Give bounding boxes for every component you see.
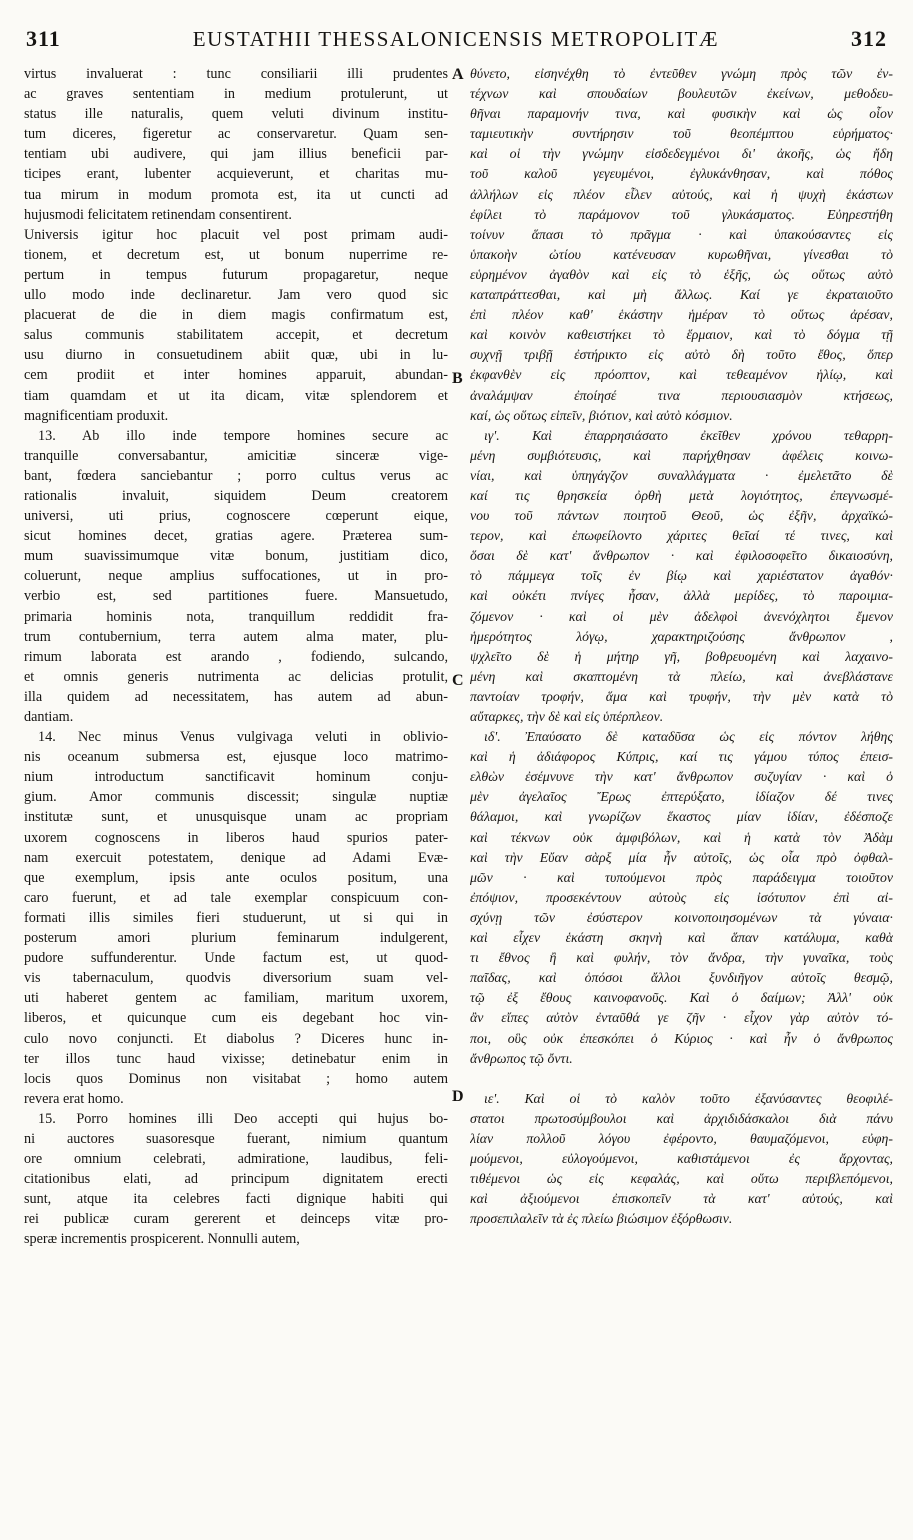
text-line: καὶ κοινὸν καθειστήκει τὸ ἕρμαιον, καὶ τὸ δόγμα τῇ: [470, 327, 893, 343]
text-line: ιγ'. Καὶ ἐπαρρησιάσατο ἐκεῖθεν χρόνου τεθαρρη-: [484, 427, 893, 443]
page-number-left: 311: [26, 26, 61, 51]
text-line: rimum laborata est arando , fodiendo, sulcando,: [24, 648, 448, 665]
text-line: μῶν · καὶ τυπούμενοι πρὸς παράδειγμα τοιοῦτον: [470, 869, 893, 885]
text-line: tum diceres, figeretur ac conservaretur. Quam sen-: [24, 126, 448, 143]
text-line: placuerat de die in diem magis confirmatum est,: [24, 307, 448, 324]
running-header: [26, 26, 887, 60]
text-line: trum contubernium, terra autem alma mater, plu-: [24, 628, 448, 645]
text-line: ni auctores suasoresque fuerant, nimium quantum: [24, 1130, 448, 1147]
text-line: ἐφίλει τὸ παράμονον τοῦ γλυκάσματος. Εὐηρεστήθη: [470, 206, 893, 222]
text-line: Universis igitur hoc placuit vel post primam audi-: [24, 226, 448, 243]
text-line: καί, ὡς οὕτως εἰπεῖν, βιότιον, καὶ αὐτὸ κόσμιον.: [470, 407, 733, 423]
text-line: liberos, et quicunque cum eis degebant hoc vin-: [24, 1010, 448, 1027]
text-line: 13. Ab illo inde tempore homines secure ac: [38, 427, 448, 444]
margin-marker-b: B: [452, 370, 463, 387]
text-line: ἐπόψιον, προσεκέντουν αὐτοὺς εἰς ἰσότυπον ἐπὶ αἰ-: [470, 889, 893, 905]
text-line: ιε'. Καὶ οἱ τὸ καλὸν τοῦτο ἐξανύσαντες θεοφιλέ-: [484, 1090, 893, 1106]
text-line: συχνῇ τριβῇ ἐστήρικτο εἰς αὐτὸ δὴ τοῦτο ἔθος, ὅπερ: [470, 347, 893, 363]
text-line: rationalis invaluit, siquidem Deum creatorem: [24, 487, 448, 504]
text-line: tua mirum in modum promota est, ita ut cuncti ad: [24, 186, 448, 203]
text-line: primaria hominis nota, tranquillum reddidit fra-: [24, 608, 448, 625]
text-line: θῆναι παραμονήν τινα, καὶ φυσικὴν καὶ ὡς οἷον: [470, 106, 893, 122]
text-line: παῖδας, καὶ ὁπόσοι ἄλλοι ξυνδιῆγον αὐτοῖς θεσμῷ,: [470, 970, 893, 986]
text-line: usu diurno in consuetudinem abiit quæ, ubi in lu-: [24, 347, 448, 364]
text-line: universi, uti prius, cognoscere cœperunt eique,: [24, 508, 448, 525]
text-line: pertum in tempus futurum propagaretur, neque: [24, 266, 448, 283]
text-line: τοίνυν ἅπασι τὸ πρᾶγμα · καὶ ὑπακούσαντες εἰς: [470, 226, 893, 242]
greek-column: [470, 64, 893, 1229]
text-line: ὅσαι δὲ κατ' ἄνθρωπον · καὶ ἐφιλοσοφεῖτο δικαιοσύνη,: [470, 548, 893, 564]
text-line: αὔταρκες, τὴν δὲ καὶ εἰς ὑπέρπλεον.: [470, 709, 664, 724]
latin-column: [24, 64, 448, 1250]
text-line: nium introductum sanctificavit hominum conju-: [24, 769, 448, 786]
text-line: τοῦ καλοῦ γεγευμένοι, ἐγλυκάνθησαν, καὶ πόθος: [470, 166, 893, 182]
text-line: verbio est, sed partitiones fuere. Mansuetudo,: [24, 588, 448, 605]
text-line: μένη συμβιότευσις, καὶ παρήχθησαν ἀφέλεις κοινω-: [470, 447, 893, 463]
text-line: dantiam.: [24, 709, 74, 725]
text-line: ποι, οὓς οὐκ ἐπεσκόπει ὁ Κύριος · καὶ ἦν ὁ ἄνθρωπος: [470, 1030, 893, 1046]
text-line: ὑπακοὴν ὠτίου κατένευσαν κυρωθῆναι, γίνεσθαι τὸ: [470, 246, 893, 262]
text-line: cem prodiit et inter homines apparuit, abundan-: [24, 367, 448, 384]
text-line: mum suavissimumque vitæ bonum, justitiam dico,: [24, 548, 448, 565]
text-line: uti haberet gentem ac familiam, maritum uxorem,: [24, 990, 448, 1007]
text-line: tiam quamdam et ut ita dicam, vitæ splendorem et: [24, 387, 448, 404]
margin-marker-a: A: [452, 66, 464, 83]
text-line: tranquille conversabantur, amicitiæ sinceræ vige-: [24, 447, 448, 464]
text-line: magnificentiam produxit.: [24, 407, 169, 424]
text-line: ore omnium celebrati, admiratione, laudibus, feli-: [24, 1151, 448, 1168]
text-line: sicut homines decet, gratias agere. Præterea sum-: [24, 528, 448, 545]
text-line: caro fuerunt, et ad tale exemplar conspicuum con-: [24, 889, 448, 906]
text-line: προσεπιλαλεῖν τὰ ἐς πλείω βιώσιμον ἐξόρθωσιν.: [470, 1211, 733, 1227]
text-line: ter illos tunc haud vixisse; detinebatur enim in: [24, 1050, 448, 1067]
text-line: pudore suffunderentur. Unde factum est, ut quod-: [24, 950, 448, 967]
text-line: παντοίαν τροφήν, ἅμα καὶ τρυφήν, τὴν μὲν κατὰ τὸ: [470, 688, 893, 704]
text-line: ἡμερότητος λόγῳ, χαρακτηριζούσης ἄνθρωπον ,: [470, 628, 893, 644]
text-line: τὸ πάμμεγα τοῖς ἐν βίῳ καὶ χαριέστατον ἀγαθόν·: [470, 568, 893, 584]
text-line: nis oceanum submersa est, ejusque loco matrimo-: [24, 749, 448, 766]
text-line: coluerunt, neque amplius suffocationes, ut in pro-: [24, 568, 448, 585]
margin-marker-d: D: [452, 1088, 464, 1105]
text-line: καὶ ἀξιούμενοι ἐπισκοπεῖν τὰ κατ' αὐτούς, καὶ: [470, 1191, 893, 1207]
text-line: uxorem cognoscens in liberos haud spurios pater-: [24, 829, 448, 846]
text-line: que exemplum, ipsis ante oculos positum, una: [24, 869, 448, 886]
text-line: καί τις θρησκεία ὀρθὴ μετὰ λογιότητος, ἐπεγνωσμέ-: [470, 487, 893, 503]
paragraph-gap: [470, 1069, 893, 1089]
text-line: virtus invaluerat : tunc consiliarii illi prudentes: [24, 66, 448, 82]
text-line: τῷ ἐξ ἔθους καινοφανοῦς. Καὶ ὁ δαίμων; Ἀλλ' οὐκ: [470, 990, 893, 1006]
text-line: rei publicæ curam gererent et deinceps vitæ pro-: [24, 1211, 448, 1228]
text-line: νου τοῦ πάντων ποιητοῦ Θεοῦ, ὡς ἐξῆν, ἀρχαϊκώ-: [470, 508, 893, 524]
text-line: tentiam ubi audivere, qui jam illius beneficii par-: [24, 146, 448, 163]
text-line: ψχλεῖτο δὲ ἡ μήτηρ γῆ, βοθρευομένη καὶ λαχαινο-: [470, 648, 893, 664]
text-line: τι ἔθνος ἢ καὶ φυλήν, τὸν ἄνδρα, τὴν γυναῖκα, τοὺς: [470, 950, 893, 966]
text-line: speræ incrementis prospicerent. Nonnulli autem,: [24, 1231, 300, 1248]
text-line: σχύνῃ τῶν ἐσύστερον κοινοποιησομένων τὰ γύναια·: [470, 909, 893, 925]
text-line: sunt, atque ita celebres facti dignique habiti qui: [24, 1191, 448, 1208]
text-line: τέχνων καὶ σπουδαίων βουλευτῶν ἐκείνων, μεθοδευ-: [470, 86, 893, 102]
text-line: et omnis generis nutrimenta ac delicias protulit,: [24, 668, 448, 685]
text-line: μούμενοι, εὐλογούμενοι, καθιστάμενοι ἐς ἄρχοντας,: [470, 1150, 893, 1166]
text-line: νίαι, καὶ ὑπηγάγζον συναλλάγματα · ἐμελετᾶτο δὲ: [470, 467, 893, 483]
text-line: nam exercuit potestatem, denique ad Adami Evæ-: [24, 849, 448, 866]
text-line: λίαν πολλοῦ λόγου ἐφέροντο, θαυμαζόμενοι, εὐφη-: [470, 1130, 893, 1146]
text-line: ἀναλάμψαν ἐποίησέ τινα περιουσιασμὸν κτήσεως,: [470, 387, 893, 403]
text-line: vis tabernaculum, quodvis diversorium suam vel-: [24, 970, 448, 987]
text-line: καὶ τέκνων οὐκ ἀμφιβόλων, καὶ ἡ κατὰ τὸν Ἀδὰμ: [470, 829, 893, 845]
text-line: illa quidem ad necessitatem, has autem ad abun-: [24, 688, 448, 705]
text-line: revera erat homo.: [24, 1090, 124, 1107]
margin-marker-c: C: [452, 672, 464, 689]
text-line: ἄνθρωπος τῷ ὄντι.: [470, 1050, 573, 1066]
text-line: culo novo conjuncti. Et diabolus ? Diceres hunc in-: [24, 1030, 448, 1047]
text-line: καὶ ἡ ἀδιάφορος Κύπρις, καί τις γάμου τύπος ἐπεισ-: [470, 749, 893, 765]
text-line: institutæ sunt, et unusquisque unam ac propriam: [24, 809, 448, 826]
text-line: τερον, καὶ ἐπωφείλοντο χάριτες θεῖαί τέ τινες, καὶ: [470, 528, 893, 544]
text-line: ζόμενον · καὶ οἱ μὲν ἀδελφοὶ ἀνενόχλητοι ἔμενον: [470, 608, 893, 624]
text-line: εὑρημένον ἀγαθὸν καὶ εἰς τὸ ἑξῆς, ὡς οὕτως αὐτὸ: [470, 266, 893, 282]
text-line: salus communis stabilitatem accepit, et decretum: [24, 327, 448, 344]
text-line: ἐκφανθὲν εἰς πρόοπτον, καὶ τεθεαμένον ἡλίῳ, καὶ: [470, 367, 893, 383]
text-line: posterum amori plurium feminarum indulgerent,: [24, 930, 448, 947]
text-line: bant, fœdera sanciebantur ; porro cultus verus ac: [24, 467, 448, 484]
text-line: ticipes erant, lubenter acquieverunt, et charitas mu-: [24, 166, 448, 183]
text-line: τιθέμενοι ὡς εἰς κεφαλάς, καὶ οὕτω περιβλεπόμενοι,: [470, 1171, 893, 1187]
text-line: ἐπὶ πλέον καθ' ἑκάστην ἡμέραν τὸ οὕτως ἀρέσαν,: [470, 307, 893, 323]
text-line: καὶ εἶχεν ἑκάστη σκηνὴ καὶ ἅπαν κατάλυμα, καθὰ: [470, 930, 893, 946]
text-line: status ille naturalis, quem veluti divinum institu-: [24, 106, 448, 123]
text-line: 14. Nec minus Venus vulgivaga veluti in oblivio-: [38, 729, 448, 746]
text-line: καὶ οὐκέτι πνίγες ἦσαν, ἀλλὰ μερίδες, τὸ παροιμια-: [470, 588, 893, 604]
page-number-right: 312: [850, 26, 887, 51]
text-line: tionem, et decretum est, ut bonum nuperrime re-: [24, 246, 448, 263]
text-line: καταπράττεσθαι, καὶ μὴ ἄλλως. Καί γε ἐκραταιοῦτο: [470, 287, 893, 303]
text-line: citationibus elati, ad principum dignitatem erecti: [24, 1171, 448, 1188]
text-line: καὶ τὴν Εὔαν σὰρξ μία ἦν αὐτοῖς, ὡς οἷα πρὸ ὀφθαλ-: [470, 849, 893, 865]
text-line: θάλαμοι, καὶ γνωρίζων ἕκαστος μίαν ἰδίαν, ἐδέσποζε: [470, 809, 893, 825]
text-line: ιδ'. Ἐπαύσατο δὲ καταδῦσα ὡς εἰς πόντον λήθης: [484, 729, 893, 745]
text-line: ἂν εἴπες αὐτὸν ἐνταῦθά γε ζῆν · εἶχον γὰρ αὐτὸν τό-: [470, 1010, 893, 1026]
text-line: καὶ οἱ τὴν γνώμην εἰσδεδεγμένοι δι' ἀκοῆς, ὡς ἤδη: [470, 146, 893, 162]
text-line: formati illis similes fieri studuerunt, ut si qui in: [24, 909, 448, 926]
text-line: ullo modo inde declinaretur. Jam vero quod sic: [24, 287, 448, 304]
text-line: μένη καὶ σκαπτομένη τὰ πλείω, καὶ ἀνεβλάστανε: [470, 668, 893, 684]
text-line: στατοι πρωτοσύμβουλοι καὶ ἀρχιδιδάσκαλοι διὰ πάνυ: [470, 1110, 893, 1126]
text-line: 15. Porro homines illi Deo accepti qui hujus bo-: [38, 1110, 448, 1127]
running-title: EUSTATHII THESSALONICENSIS METROPOLITÆ: [192, 27, 720, 51]
text-line: ac graves sententiam in medium protulerunt, ut: [24, 86, 448, 103]
text-line: gium. Amor communis discessit; singulæ nuptiæ: [24, 789, 448, 806]
text-line: hujusmodi felicitatem retinendam consentirent.: [24, 206, 292, 223]
text-line: locis quos Dominus non visitabat ; homo autem: [24, 1070, 448, 1087]
text-line: θύνετο, εἰσηνέχθη τὸ ἐντεῦθεν γνώμη πρὸς τῶν ἐν-: [470, 66, 893, 81]
text-line: ελθὼν ἐσέμνυνε τὴν κατ' ἄνθρωπον συζυγίαν · καὶ ὁ: [470, 769, 893, 785]
text-line: μὲν ἀγελαῖος Ἔρως ἐπτερύξατο, ἰδίαζον δέ τινες: [470, 789, 893, 805]
text-line: ταμιευτικὴν συντήρησιν τοῦ θεοπέμπτου εὑρήματος·: [470, 126, 893, 142]
text-line: ἀλλήλων εἰς πλέον εἶλεν αὐτούς, καὶ ἡ ψυχὴ ἑκάστων: [470, 186, 893, 202]
